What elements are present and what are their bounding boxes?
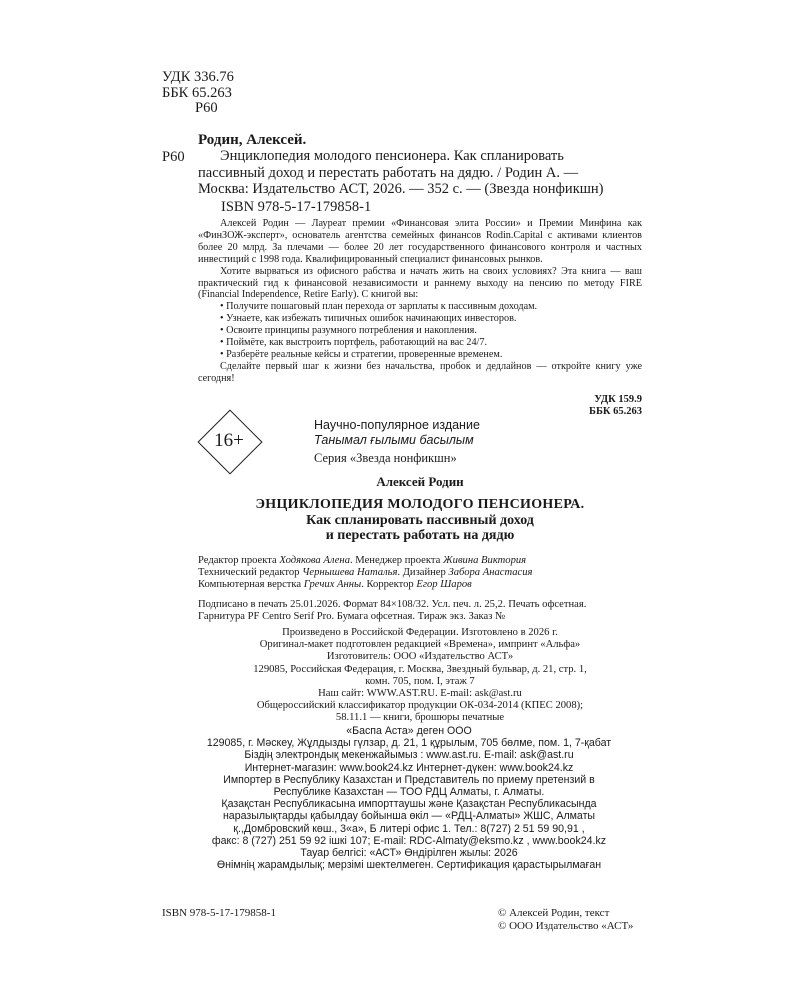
staff-line — [198, 555, 642, 567]
role-label: . Корректор — [361, 579, 417, 591]
person-name: Чернышева Наталья — [302, 567, 398, 579]
staff-credits — [198, 555, 642, 592]
production-line: комн. 705, пом. I, этаж 7 — [365, 675, 475, 687]
kz-line: «Баспа Аста» деген ООО — [346, 725, 472, 737]
genre-kz: Танымал ғылыми басылым — [314, 433, 474, 447]
top-classification-codes — [162, 70, 234, 117]
udk-code-right: УДК 159.9 — [594, 394, 642, 405]
isbn-main: ISBN 978-5-17-179858-1 — [221, 199, 372, 215]
bullet-item: • Разберёте реальные кейсы и стратегии, проверенные временем. — [198, 349, 642, 361]
author-mark: Р60 — [195, 100, 218, 116]
bbk-code-right: ББК 65.263 — [589, 406, 642, 417]
title-line-3: Москва: Издательство АСТ, 2026. — 352 с. — (Звезда нонфикшн) — [198, 181, 604, 197]
production-line: Оригинал-макет подготовлен редакцией «Времена», импринт «Альфа» — [259, 639, 581, 651]
kz-line: факс: 8 (727) 251 59 92 ішкі 107; E-mail: RDC-Almaty@eksmo.kz , www.book24.kz — [211, 834, 607, 847]
age-rating-badge — [198, 410, 260, 472]
production-line: Произведено в Российской Федерации. Изготовлено в 2026 г. — [282, 627, 558, 638]
role-label: Компьютерная верстка — [198, 579, 304, 591]
book-title-main: ЭНЦИКЛОПЕДИЯ МОЛОДОГО ПЕНСИОНЕРА. — [255, 497, 585, 512]
kz-line: Импортер в Республику Казахстан и Представитель по приему претензий в — [223, 773, 595, 786]
bullet-item: • Освоите принципы разумного потребления и накопления. — [198, 325, 642, 337]
production-line: 58.11.1 — книги, брошюры печатные — [335, 712, 505, 724]
print-info — [198, 599, 642, 623]
book-title-sub-1: Как спланировать пассивный доход — [306, 512, 534, 528]
person-name: Забора Анастасия — [448, 567, 533, 579]
book-title — [198, 497, 642, 544]
kz-line: Біздің электрондық мекенжайымыз : www.ast.ru. E-mail: ask@ast.ru — [244, 749, 574, 762]
staff-line — [198, 567, 642, 579]
author-name: Алексей Родин — [376, 474, 464, 489]
series-name: Серия «Звезда нонфикшн» — [314, 451, 457, 465]
role-label: Редактор проекта — [198, 555, 280, 566]
role-label: . Менеджер проекта — [350, 555, 443, 566]
age-rating-text: 16+ — [214, 430, 244, 451]
person-name: Егор Шаров — [416, 579, 472, 591]
staff-line — [198, 579, 642, 591]
annotation-bullets — [198, 301, 642, 361]
bullet-item: • Получите пошаговый план перехода от зарплаты к пассивным доходам. — [198, 301, 642, 313]
bullet-item: • Поймёте, как выстроить портфель, работающий на вас 24/7. — [198, 337, 642, 349]
annotation-para-intro: Хотите вырваться из офисного рабства и начать жить на своих условиях? Эта книга — ваш практический гид к финансовой независимости и раннему выходу на пенсию по методу FIRE (Financial Independence, Retire Early). С книгой вы: — [198, 265, 642, 301]
production-line: Изготовитель: ООО «Издательство АСТ» — [326, 651, 514, 663]
copyright-author: © Алексей Родин, текст — [498, 907, 610, 919]
copyright-publisher: © ООО Издательство «АСТ» — [498, 920, 634, 932]
annotation — [198, 218, 642, 385]
kz-line: Республике Казахстан — ТОО РДЦ Алматы, г. Алматы. — [273, 786, 545, 799]
annotation-para-author: Алексей Родин — Лауреат премии «Финансовая элита России» и Премии Минфина как «ФинЗОЖ-эксперт», основатель агентства семейных финансов Rodin.Capital с активами клиентов более 20 млрд. За плечами — более 20 лет государственного финансового контроля и частных инвестиций с 1998 года. Квалифицированный специалист финансовых рынков. — [198, 218, 642, 265]
production-line: 129085, Российская Федерация, г. Москва, Звездный бульвар, д. 21, стр. 1, — [253, 663, 587, 675]
udk-code: УДК 336.76 — [162, 69, 234, 85]
bullet-item: • Узнаете, как избежать типичных ошибок начинающих инвесторов. — [198, 313, 642, 325]
print-info-line-1: Подписано в печать 25.01.2026. Формат 84×108/32. Усл. печ. л. 25,2. Печать офсетная. — [198, 599, 587, 610]
book-title-sub-2: и перестать работать на дядю — [325, 528, 515, 543]
production-info — [198, 627, 642, 725]
person-name: Живина Виктория — [442, 555, 527, 566]
genre-block — [314, 418, 480, 466]
person-name: Гречих Анны — [303, 579, 362, 591]
production-line: Наш сайт: WWW.AST.RU. E-mail: ask@ast.ru — [318, 688, 522, 700]
author-mark-left: Р60 — [162, 149, 185, 165]
kz-line: Өнімнің жарамдылық; мерзімі шектелмеген. Сертификация қарастырылмаған — [216, 859, 602, 872]
bbk-code: ББК 65.263 — [162, 84, 232, 101]
footer-copyright — [498, 907, 633, 933]
kz-line: қ.,Домбровский көш., 3«а», Б литері офис 1. Тел.: 8(727) 2 51 59 90,91 , — [233, 822, 585, 835]
kz-line: Қазақстан Республикасына импорттаушы және Қазақстан Республикасында — [221, 798, 597, 811]
role-label: Технический редактор — [198, 567, 303, 579]
role-label: . Дизайнер — [397, 567, 449, 579]
author-heading: Родин, Алексей. — [198, 132, 307, 148]
footer-isbn: ISBN 978-5-17-179858-1 — [162, 907, 276, 919]
production-line: Общероссийский классификатор продукции ОК-034-2014 (КПЕС 2008); — [256, 700, 584, 712]
kz-line: 129085, г. Мәскеу, Жұлдызды гүлзар, д. 21, 1 құрылым, 705 бөлме, пом. 1, 7-қабат — [206, 737, 612, 750]
bibliographic-title — [198, 148, 642, 198]
kz-line: Тауар белгісі: «АСТ» Өндірілген жылы: 2026 — [300, 847, 518, 860]
right-classification-codes — [589, 394, 642, 418]
person-name: Ходякова Алена — [279, 555, 350, 566]
kazakhstan-info — [176, 725, 642, 871]
title-line-1: Энциклопедия молодого пенсионера. Как спланировать — [220, 148, 564, 164]
genre-ru: Научно-популярное издание — [314, 418, 480, 432]
annotation-para-cta: Сделайте первый шаг к жизни без начальства, пробок и дедлайнов — откройте книгу уже сегодня! — [198, 360, 642, 384]
title-line-2: пассивный доход и перестать работать на дядю. / Родин А. — — [198, 164, 579, 181]
kz-line: Интернет-магазин: www.book24.kz Интернет-дүкен: www.book24.kz — [244, 761, 574, 774]
print-info-line-2: Гарнитура PF Centro Serif Pro. Бумага офсетная. Тираж экз. Заказ № — [198, 611, 506, 623]
kz-line: наразылықтарды қабылдау бойынша өкіл — «РДЦ-Алматы» ЖШС, Алматы — [222, 810, 596, 823]
